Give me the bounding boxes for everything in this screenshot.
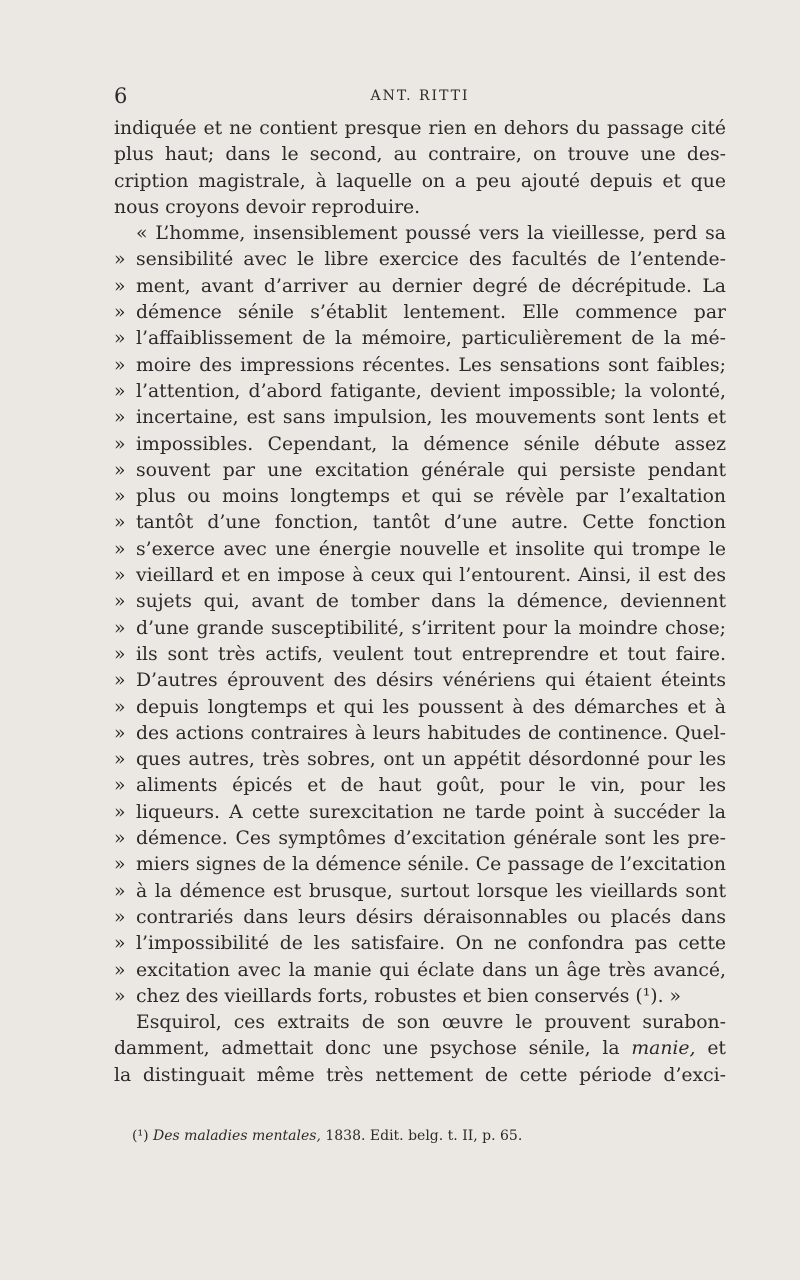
- guillemet-mark: »: [114, 380, 126, 402]
- footnote: [132, 1128, 522, 1144]
- quote-line: » souvent par une excitation générale qui persiste pendant: [114, 458, 726, 484]
- guillemet-mark: »: [114, 801, 126, 823]
- paragraph-line: damment, admettait donc une psychose sénile, la manie, et: [114, 1038, 726, 1060]
- guillemet-mark: »: [114, 880, 126, 902]
- guillemet-mark: »: [114, 959, 126, 981]
- paragraph-line: cription magistrale, à laquelle on a peu ajouté depuis et que: [114, 170, 726, 192]
- guillemet-mark: »: [114, 906, 126, 928]
- quote-line: » sensibilité avec le libre exercice des facultés de l’entende-: [114, 247, 726, 273]
- guillemet-mark: »: [114, 670, 126, 692]
- quote-line: » tantôt d’une fonction, tantôt d’une autre. Cette fonction: [114, 510, 726, 536]
- guillemet-mark: »: [114, 828, 126, 850]
- guillemet-mark: »: [114, 854, 126, 876]
- quote-line: » sujets qui, avant de tomber dans la démence, deviennent: [114, 589, 726, 615]
- guillemet-mark: »: [114, 459, 126, 481]
- quote-line: » ques autres, très sobres, ont un appétit désordonné pour les: [114, 747, 726, 773]
- guillemet-mark: »: [114, 512, 126, 534]
- quote-line: » depuis longtemps et qui les poussent à des démarches et à: [114, 695, 726, 721]
- guillemet-mark: »: [114, 302, 126, 324]
- guillemet-mark: »: [114, 486, 126, 508]
- quote-first-line: « L’homme, insensiblement poussé vers la vieillesse, perd sa: [136, 223, 726, 245]
- quote-line: » D’autres éprouvent des désirs vénériens qui étaient éteints: [114, 668, 726, 694]
- quote-line: » vieillard et en impose à ceux qui l’entourent. Ainsi, il est des: [114, 563, 726, 589]
- guillemet-mark: »: [114, 643, 126, 665]
- quote-line: » d’une grande susceptibilité, s’irritent pour la moindre chose;: [114, 616, 726, 642]
- quote-line: » incertaine, est sans impulsion, les mouvements sont lents et: [114, 405, 726, 431]
- quote-line: » impossibles. Cependant, la démence sénile débute assez: [114, 432, 726, 458]
- quote-line: » ils sont très actifs, veulent tout entreprendre et tout faire.: [114, 642, 726, 668]
- quote-line: » liqueurs. A cette surexcitation ne tarde point à succéder la: [114, 800, 726, 826]
- guillemet-mark: »: [114, 933, 126, 955]
- guillemet-mark: »: [114, 591, 126, 613]
- running-title: ANT. RITTI: [370, 88, 470, 104]
- guillemet-mark: »: [114, 249, 126, 271]
- quote-line: » miers signes de la démence sénile. Ce passage de l’excitation: [114, 852, 726, 878]
- page-number: 6: [114, 84, 128, 108]
- guillemet-mark: »: [114, 538, 126, 560]
- guillemet-mark: »: [114, 617, 126, 639]
- guillemet-mark: »: [114, 407, 126, 429]
- paragraph-line: plus haut; dans le second, au contraire, on trouve une des-: [114, 144, 726, 166]
- guillemet-mark: »: [114, 696, 126, 718]
- paragraph-line: Esquirol, ces extraits de son œuvre le prouvent surabon-: [136, 1012, 726, 1034]
- paragraph-line: la distinguait même très nettement de cette période d’exci-: [114, 1064, 726, 1086]
- quote-line: » démence. Ces symptômes d’excitation générale sont les pre-: [114, 826, 726, 852]
- quote-line: » l’affaiblissement de la mémoire, particulièrement de la mé-: [114, 326, 726, 352]
- guillemet-mark: »: [114, 985, 126, 1007]
- guillemet-mark: »: [114, 328, 126, 350]
- quote-line: » l’impossibilité de les satisfaire. On ne confondra pas cette: [114, 931, 726, 957]
- body-text: [114, 116, 726, 1089]
- italic-word: manie,: [631, 1038, 696, 1060]
- quote-line: » moire des impressions récentes. Les sensations sont faibles;: [114, 353, 726, 379]
- footnote-title: Des maladies mentales,: [153, 1128, 321, 1144]
- quote-line: » l’attention, d’abord fatigante, devient impossible; la volonté,: [114, 379, 726, 405]
- guillemet-mark: »: [114, 275, 126, 297]
- quote-line: » excitation avec la manie qui éclate dans un âge très avancé,: [114, 958, 726, 984]
- quote-line: » à la démence est brusque, surtout lorsque les vieillards sont: [114, 879, 726, 905]
- paragraph-line: nous croyons devoir reproduire.: [114, 196, 421, 218]
- guillemet-mark: »: [114, 749, 126, 771]
- footnote-citation: 1838. Edit. belg. t. II, p. 65.: [325, 1128, 523, 1144]
- guillemet-mark: »: [114, 354, 126, 376]
- guillemet-mark: »: [114, 775, 126, 797]
- quote-line: » chez des vieillards forts, robustes et bien conservés (¹). »: [114, 984, 726, 1010]
- quote-line: » démence sénile s’établit lentement. Elle commence par: [114, 300, 726, 326]
- guillemet-mark: »: [114, 565, 126, 587]
- quote-line: » plus ou moins longtemps et qui se révèle par l’exaltation: [114, 484, 726, 510]
- quote-line: » ment, avant d’arriver au dernier degré de décrépitude. La: [114, 274, 726, 300]
- footnote-marker: (¹): [132, 1128, 149, 1144]
- guillemet-mark: »: [114, 722, 126, 744]
- page-header: [114, 84, 726, 114]
- quote-line: » des actions contraires à leurs habitudes de continence. Quel-: [114, 721, 726, 747]
- quote-line: » aliments épicés et de haut goût, pour le vin, pour les: [114, 773, 726, 799]
- guillemet-mark: »: [114, 433, 126, 455]
- paragraph-line: indiquée et ne contient presque rien en dehors du passage cité: [114, 118, 726, 139]
- quote-line: » s’exerce avec une énergie nouvelle et insolite qui trompe le: [114, 537, 726, 563]
- quote-line: » contrariés dans leurs désirs déraisonnables ou placés dans: [114, 905, 726, 931]
